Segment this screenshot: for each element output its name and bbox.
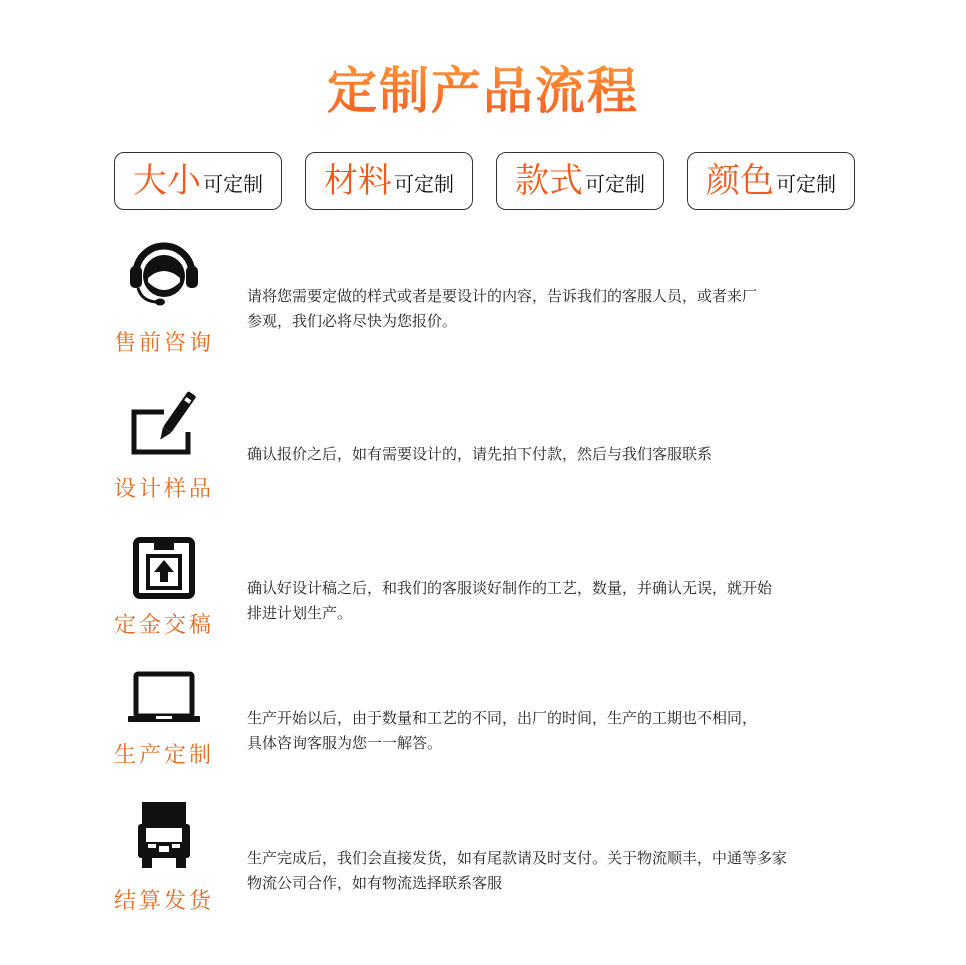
- feature-main-text: 材料: [324, 161, 392, 201]
- step-description: [247, 576, 867, 626]
- step-design-sample: [100, 386, 880, 506]
- step-presale-consult: [100, 236, 880, 366]
- headset-icon: [126, 236, 202, 312]
- step-description: [247, 706, 867, 756]
- description-line: 排进计划生产。: [247, 604, 353, 622]
- feature-sub-text: 可定制: [585, 172, 645, 196]
- description-line: 参观，我们必将尽快为您报价。: [247, 312, 458, 330]
- package-upload-icon: [126, 534, 202, 610]
- description-line: 确认报价之后，如有需要设计的，请先拍下付款，然后与我们客服联系: [247, 445, 713, 463]
- pen-design-icon: [126, 386, 202, 462]
- step-label: 结算发货: [113, 889, 214, 914]
- feature-size: [114, 152, 282, 210]
- feature-material: [305, 152, 473, 210]
- feature-main-text: 颜色: [706, 161, 774, 201]
- description-line: 物流公司合作，如有物流选择联系客服: [247, 874, 503, 892]
- feature-sub-text: 可定制: [776, 172, 836, 196]
- step-description: [247, 442, 867, 467]
- step-settle-ship: [100, 800, 880, 920]
- description-line: 生产开始以后，由于数量和工艺的不同，出厂的时间，生产的工期也不相同，: [247, 709, 758, 727]
- description-line: 具体咨询客服为您一一解答。: [247, 734, 443, 752]
- step-label: 设计样品: [113, 477, 214, 502]
- feature-sub-text: 可定制: [394, 172, 454, 196]
- step-deposit-submit: [100, 534, 880, 644]
- step-description: [247, 846, 867, 896]
- feature-color: [687, 152, 855, 210]
- feature-row: [114, 152, 858, 212]
- step-label: 生产定制: [113, 743, 214, 768]
- description-line: 请将您需要定做的样式或者是要设计的内容，告诉我们的客服人员，或者来厂: [247, 287, 758, 305]
- step-label: 定金交稿: [113, 613, 214, 638]
- step-label: 售前咨询: [113, 331, 214, 356]
- feature-main-text: 大小: [133, 161, 201, 201]
- feature-style: [496, 152, 664, 210]
- feature-sub-text: 可定制: [203, 172, 263, 196]
- step-production: [100, 668, 880, 778]
- description-line: 生产完成后，我们会直接发货，如有尾款请及时支付。关于物流顺丰，中通等多家: [247, 849, 788, 867]
- step-description: [247, 284, 867, 334]
- feature-main-text: 款式: [515, 161, 583, 201]
- laptop-icon: [126, 668, 202, 744]
- delivery-truck-icon: [126, 800, 202, 876]
- description-line: 确认好设计稿之后，和我们的客服谈好制作的工艺，数量，并确认无误，就开始: [247, 579, 773, 597]
- page-title: 定制产品流程: [0, 56, 966, 126]
